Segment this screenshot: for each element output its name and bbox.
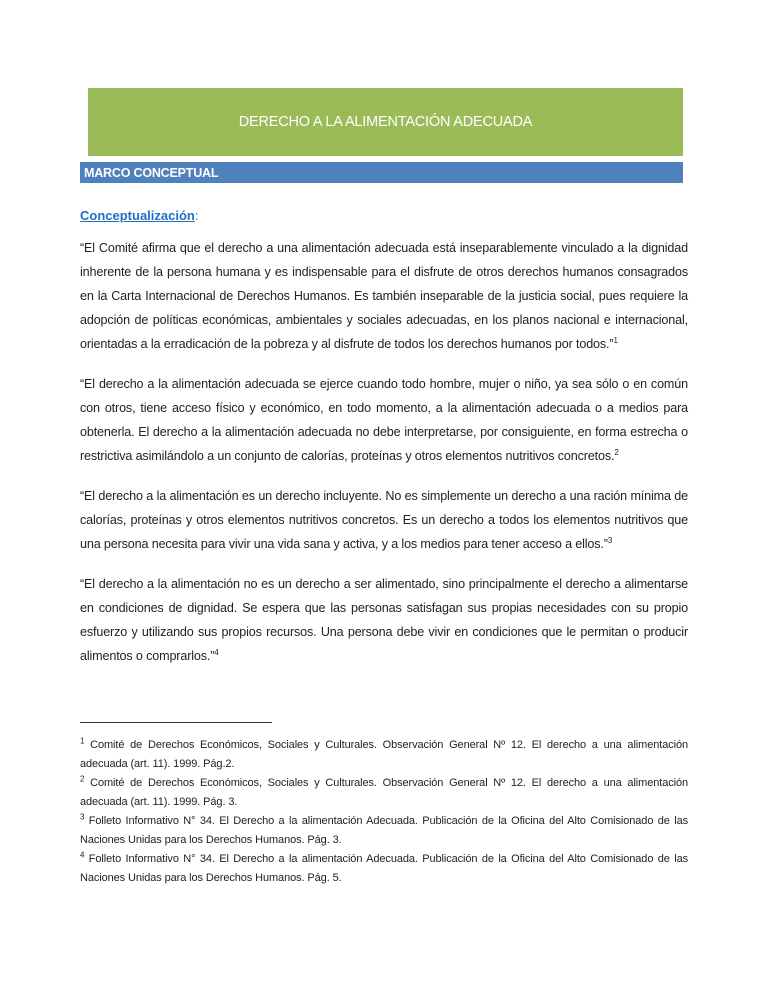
footnote-text: Comité de Derechos Económicos, Sociales y Culturales. Observación General Nº 12. El derecho a una alimentación adecuada (art. 11). 1999. Pág.2. xyxy=(80,739,688,770)
footnotes xyxy=(80,736,688,888)
footnote-4 xyxy=(80,850,688,888)
footnote-number: 3 xyxy=(80,812,85,822)
paragraph-3 xyxy=(80,484,688,556)
footnote-text: Folleto Informativo N° 34. El Derecho a la alimentación Adecuada. Publicación de la Oficina del Alto Comisionado de las Naciones Unidas para los Derechos Humanos. Pág. 5. xyxy=(80,853,688,884)
footnote-separator xyxy=(80,722,272,723)
subheading-link[interactable]: Conceptualización xyxy=(80,208,195,223)
footnote-3 xyxy=(80,812,688,850)
document-title-banner xyxy=(88,88,683,156)
section-title: MARCO CONCEPTUAL xyxy=(84,165,219,180)
paragraph-text: “El derecho a la alimentación adecuada se ejerce cuando todo hombre, mujer o niño, ya sea sólo o en común con otros, tiene acceso físico y económico, en todo momento, a la alimentación adecuada o a medios para obtenerla. El derecho a la alimentación adecuada no debe interpretarse, por consiguiente, en forma estrecha o restrictiva asimilándolo a un conjunto de calorías, proteínas y otros elementos nutritivos concretos. xyxy=(80,377,688,463)
paragraph-text: “El derecho a la alimentación es un derecho incluyente. No es simplemente un derecho a una ración mínima de calorías, proteínas y otros elementos nutritivos concretos. Es un derecho a todos los elementos nutritivos que una persona necesita para vivir una vida sana y activa, y a los medios para tener acceso a ellos.” xyxy=(80,489,688,551)
footnote-1 xyxy=(80,736,688,774)
footnote-number: 4 xyxy=(80,850,85,860)
footnote-ref[interactable]: 4 xyxy=(214,647,219,657)
paragraph-text: “El derecho a la alimentación no es un derecho a ser alimentado, sino principalmente el derecho a alimentarse en condiciones de dignidad. Se espera que las personas satisfagan sus propias necesidades con su propio esfuerzo y utilizando sus propios recursos. Una persona debe vivir en condiciones que le permitan o producir alimentos o comprarlos.” xyxy=(80,577,688,663)
document-title: DERECHO A LA ALIMENTACIÓN ADECUADA xyxy=(238,114,533,130)
footnote-number: 2 xyxy=(80,774,85,784)
section-header-bar xyxy=(80,162,683,183)
subheading xyxy=(80,206,688,226)
footnote-number: 1 xyxy=(80,736,85,746)
document-body xyxy=(80,206,688,684)
footnote-text: Comité de Derechos Económicos, Sociales y Culturales. Observación General Nº 12. El derecho a una alimentación adecuada (art. 11). 1999. Pág. 3. xyxy=(80,777,688,808)
paragraph-text: “El Comité afirma que el derecho a una alimentación adecuada está inseparablemente vinculado a la dignidad inherente de la persona humana y es indispensable para el disfrute de otros derechos humanos consagrados en la Carta Internacional de Derechos Humanos. Es también inseparable de la justicia social, pues requiere la adopción de políticas económicas, ambientales y sociales adecuadas, en los planos nacional e internacional, orientadas a la erradicación de la pobreza y al disfrute de todos los derechos humanos por todos.” xyxy=(80,241,688,351)
footnote-2 xyxy=(80,774,688,812)
paragraph-4 xyxy=(80,572,688,668)
paragraph-2 xyxy=(80,372,688,468)
footnote-ref[interactable]: 1 xyxy=(613,335,618,345)
footnote-ref[interactable]: 2 xyxy=(614,447,619,457)
paragraph-1 xyxy=(80,236,688,356)
footnote-text: Folleto Informativo N° 34. El Derecho a la alimentación Adecuada. Publicación de la Oficina del Alto Comisionado de las Naciones Unidas para los Derechos Humanos. Pág. 3. xyxy=(80,815,688,846)
footnote-ref[interactable]: 3 xyxy=(607,535,613,545)
subheading-colon: : xyxy=(194,208,199,223)
